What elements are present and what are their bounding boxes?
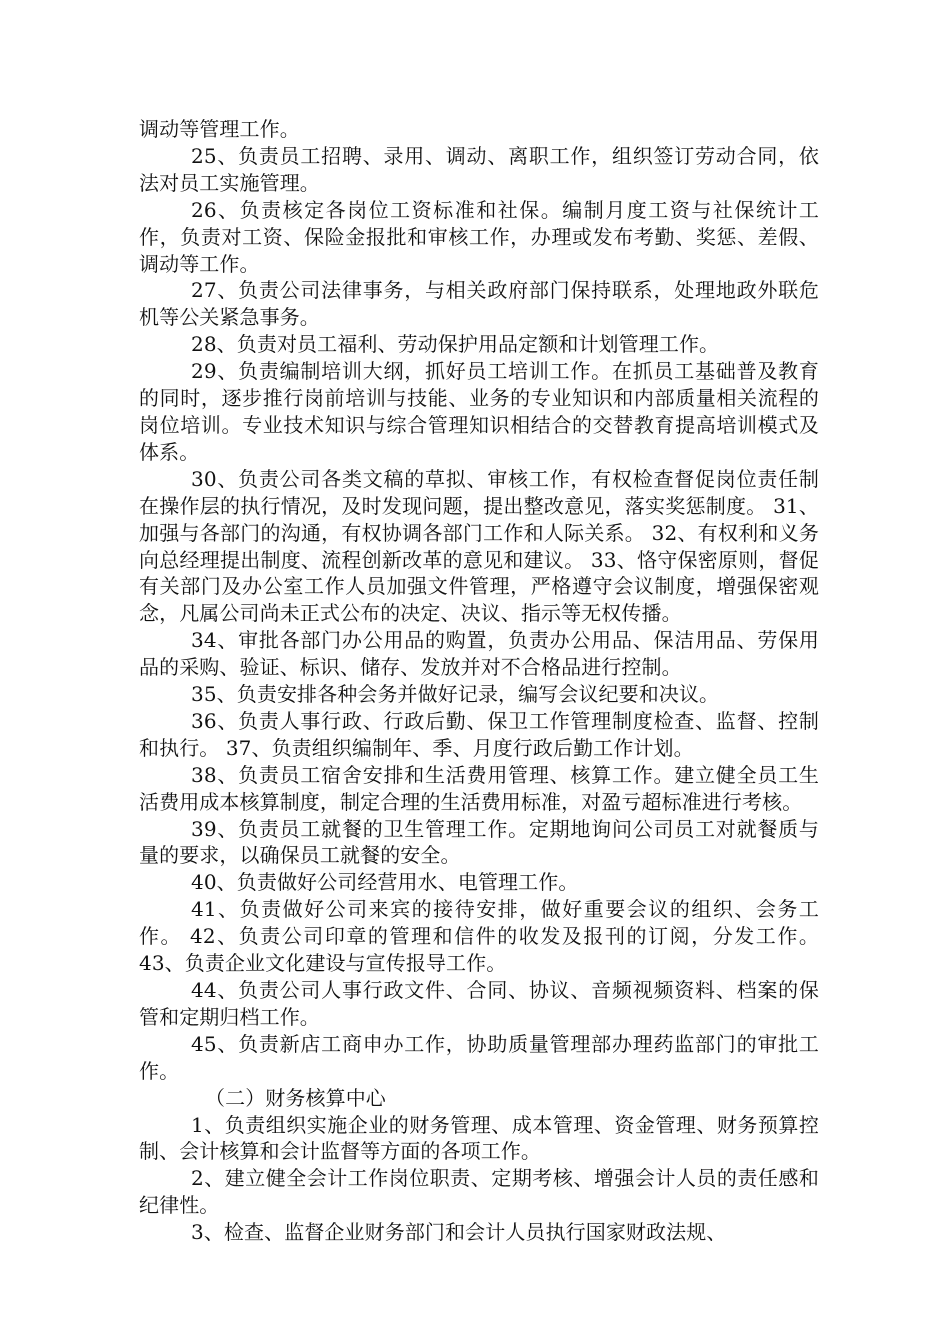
paragraph-item-44: 44、负责公司人事行政文件、合同、协议、音频视频资料、档案的保管和定期归档工作。 [139, 978, 819, 1029]
document-body [139, 116, 819, 1246]
paragraph-item-29: 29、负责编制培训大纲，抓好员工培训工作。在抓员工基础普及教育的同时，逐步推行岗前培训与技能、业务的专业知识和内部质量相关流程的岗位培训。专业技术知识与综合管理知识相结合的交替教育提高培训模式及体系。 [139, 359, 819, 464]
paragraph-item-27: 27、负责公司法律事务，与相关政府部门保持联系，处理地政外联危机等公关紧急事务。 [139, 278, 819, 330]
paragraph-item-34: 34、审批各部门办公用品的购置，负责办公用品、保洁用品、劳保用品的采购、验证、标识、储存、发放并对不合格品进行控制。 [139, 628, 819, 680]
paragraph-item-35: 35、负责安排各种会务并做好记录，编写会议纪要和决议。 [191, 682, 720, 707]
paragraph-continuation: 调动等管理工作。 [139, 117, 300, 141]
paragraph-finance-3: 3、检查、监督企业财务部门和会计人员执行国家财政法规、 [191, 1220, 727, 1245]
paragraph-item-36-37: 36、负责人事行政、行政后勤、保卫工作管理制度检查、监督、控制和执行。 37、负责组织编制年、季、月度行政后勤工作计划。 [139, 708, 819, 760]
paragraph-item-30-33: 30、负责公司各类文稿的草拟、审核工作，有权检查督促岗位责任制在操作层的执行情况，及时发现问题，提出整改意见，落实奖惩制度。 31、加强与各部门的沟通，有权协调各部门工作和人际关系。 32、有权利和义务向总经理提出制度、流程创新改革的意见和建议。 33、恪守保密原则，督促有关部门及办公室工作人员加强文件管理，严格遵守会议制度，增强保密观念，凡属公司尚未正式公布的决定、决议、指示等无权传播。 [139, 466, 819, 626]
paragraph-item-39: 39、负责员工就餐的卫生管理工作。定期地询问公司员工对就餐质与量的要求，以确保员工就餐的安全。 [139, 816, 819, 868]
paragraph-item-26: 26、负责核定各岗位工资标准和社保。编制月度工资与社保统计工作，负责对工资、保险金报批和审核工作，办理或发布考勤、奖惩、差假、调动等工作。 [139, 197, 819, 276]
paragraph-item-38: 38、负责员工宿舍安排和生活费用管理、核算工作。建立健全员工生活费用成本核算制度，制定合理的生活费用标准，对盈亏超标准进行考核。 [139, 762, 819, 814]
paragraph-item-41-43: 41、负责做好公司来宾的接待安排，做好重要会议的组织、会务工作。 42、负责公司印章的管理和信件的收发及报刊的订阅，分发工作。 43、负责企业文化建设与宣传报导工作。 [139, 897, 819, 976]
paragraph-finance-2: 2、建立健全会计工作岗位职责、定期考核、增强会计人员的责任感和纪律性。 [139, 1166, 819, 1218]
paragraph-item-40: 40、负责做好公司经营用水、电管理工作。 [191, 870, 579, 895]
paragraph-item-25: 25、负责员工招聘、录用、调动、离职工作，组织签订劳动合同，依法对员工实施管理。 [139, 143, 819, 195]
section-heading: （二）财务核算中心 [205, 1085, 386, 1110]
paragraph-finance-1: 1、负责组织实施企业的财务管理、成本管理、资金管理、财务预算控制、会计核算和会计监督等方面的各项工作。 [139, 1112, 819, 1164]
paragraph-item-45: 45、负责新店工商申办工作，协助质量管理部办理药监部门的审批工作。 [139, 1031, 819, 1083]
paragraph-item-28: 28、负责对员工福利、劳动保护用品定额和计划管理工作。 [191, 332, 720, 357]
